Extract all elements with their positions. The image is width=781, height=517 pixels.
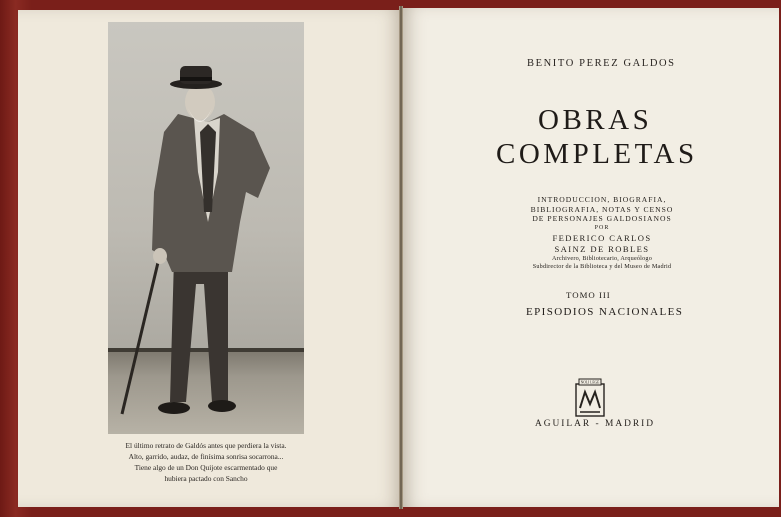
caption-line: Alto, garrido, audaz, de finísima sonrisa socarrona... <box>128 452 284 461</box>
left-shoe <box>158 402 190 414</box>
volume-title: EPISODIOS NACIONALES <box>526 306 684 318</box>
right-shoe <box>208 400 236 412</box>
editor-role: Subdirector de la Biblioteca y del Museo de Madrid <box>532 262 672 270</box>
face <box>185 84 215 120</box>
trousers <box>170 258 228 402</box>
caption-line: El último retrato de Galdós antes que perdiera la vista. <box>125 441 287 450</box>
title-line-2: COMPLETAS <box>496 138 698 170</box>
logo-text: NOLI LEGE <box>580 380 600 385</box>
intro-line: DE PERSONAJES GALDOSIANOS <box>532 214 672 224</box>
publisher-logo-icon <box>575 378 605 418</box>
author-name: BENITO PEREZ GALDOS <box>527 58 676 69</box>
introduction-block <box>507 195 697 270</box>
editor-role: Archivero, Bibliotecario, Arqueólogo <box>552 255 652 263</box>
book-gutter <box>399 6 403 509</box>
caption-line: hubiera pactado con Sancho <box>164 474 248 483</box>
portrait-figure <box>108 22 304 434</box>
hat-band <box>180 77 212 81</box>
photo-caption <box>108 440 304 484</box>
title-line-1: OBRAS <box>538 104 653 136</box>
editor-name-2: SAINZ DE ROBLES <box>554 244 650 255</box>
publisher-name: AGUILAR - MADRID <box>535 419 656 429</box>
volume-number: TOMO III <box>566 290 611 300</box>
intro-line: BIBLIOGRAFIA, NOTAS Y CENSO <box>530 204 674 214</box>
por-label: POR <box>594 224 610 231</box>
hand <box>153 248 167 264</box>
hat-crown <box>180 66 212 84</box>
intro-line: INTRODUCCION, BIOGRAFIA, <box>537 195 667 204</box>
cane <box>122 254 160 414</box>
caption-line: Tiene algo de un Don Quijote escarmentado que <box>134 463 278 472</box>
editor-name-1: FEDERICO CARLOS <box>552 233 652 244</box>
portrait-photograph <box>108 22 304 434</box>
